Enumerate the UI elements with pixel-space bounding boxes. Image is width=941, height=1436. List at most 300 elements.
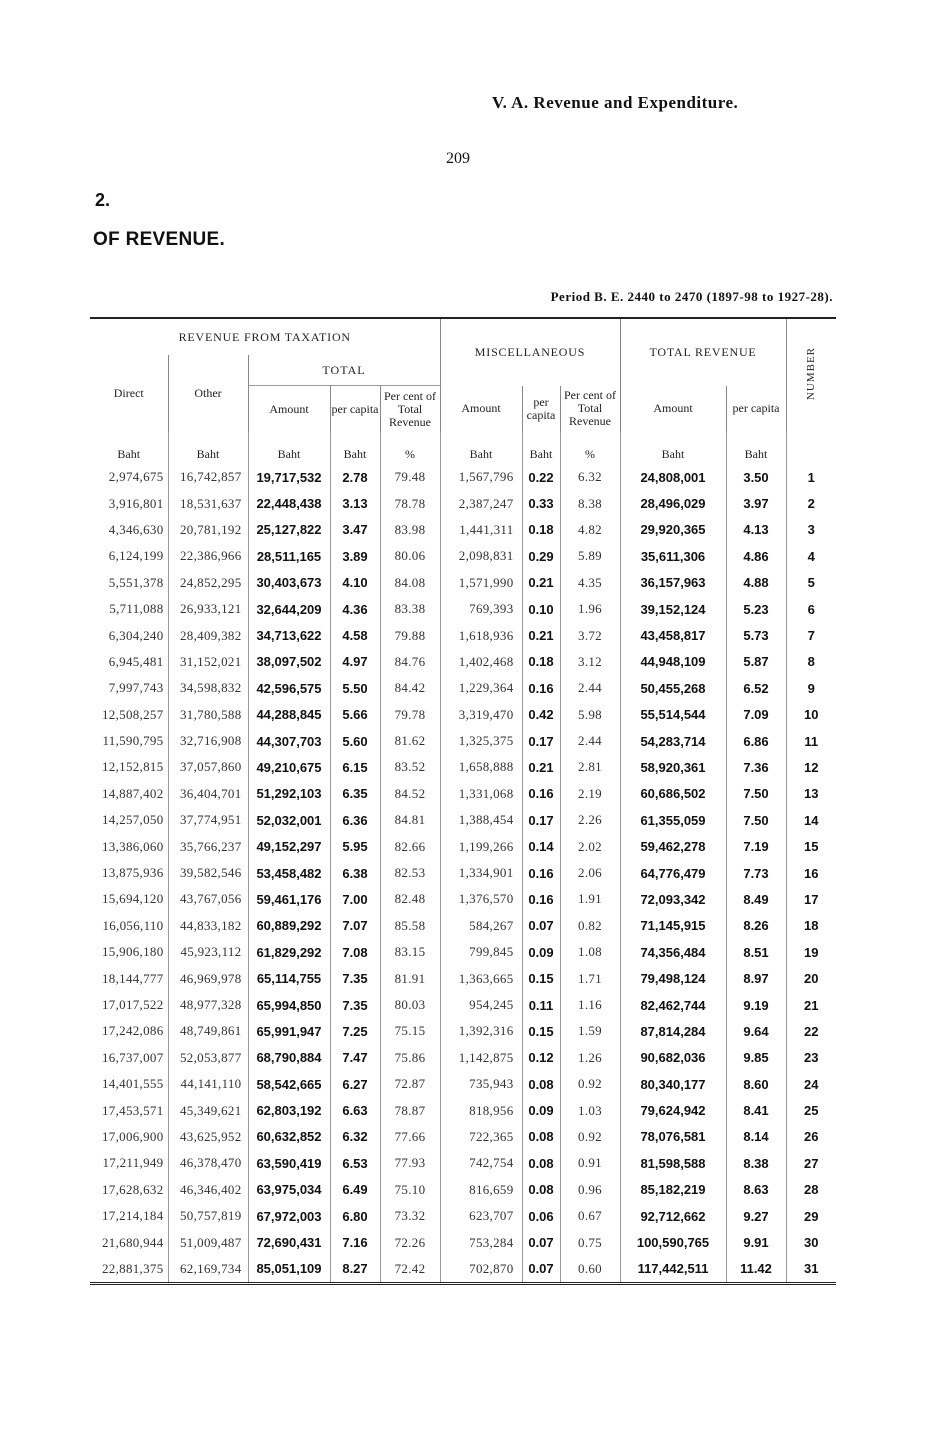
cell-other: 18,531,637 xyxy=(168,490,248,516)
cell-misc-per-capita: 0.08 xyxy=(522,1177,560,1203)
cell-tax-per-cent: 72.26 xyxy=(380,1229,440,1255)
table-row xyxy=(90,939,836,965)
cell-total-amount: 79,624,942 xyxy=(620,1097,726,1123)
cell-tax-per-cent: 78.87 xyxy=(380,1097,440,1123)
cell-tax-per-capita: 4.58 xyxy=(330,622,380,648)
cell-tax-per-cent: 84.81 xyxy=(380,807,440,833)
cell-misc-amount: 1,325,375 xyxy=(440,728,522,754)
cell-direct: 17,006,900 xyxy=(90,1124,168,1150)
cell-misc-amount: 742,754 xyxy=(440,1150,522,1176)
cell-tax-per-capita: 3.89 xyxy=(330,543,380,569)
cell-tax-amount: 22,448,438 xyxy=(248,490,330,516)
cell-misc-per-capita: 0.10 xyxy=(522,596,560,622)
cell-total-amount: 55,514,544 xyxy=(620,702,726,728)
cell-other: 26,933,121 xyxy=(168,596,248,622)
cell-other: 45,923,112 xyxy=(168,939,248,965)
cell-tax-amount: 49,152,297 xyxy=(248,833,330,859)
cell-misc-per-cent: 6.32 xyxy=(560,464,620,490)
cell-direct: 17,211,949 xyxy=(90,1150,168,1176)
cell-total-amount: 59,462,278 xyxy=(620,833,726,859)
cell-direct: 11,590,795 xyxy=(90,728,168,754)
cell-tax-per-cent: 72.87 xyxy=(380,1071,440,1097)
table-row xyxy=(90,807,836,833)
cell-misc-amount: 1,331,068 xyxy=(440,781,522,807)
cell-row-number: 25 xyxy=(804,1103,819,1119)
cell-tax-per-capita: 5.66 xyxy=(330,702,380,728)
cell-tax-per-cent: 84.42 xyxy=(380,675,440,701)
header-taxation: REVENUE FROM TAXATION xyxy=(90,319,440,355)
cell-misc-amount: 799,845 xyxy=(440,939,522,965)
cell-tax-amount: 63,590,419 xyxy=(248,1150,330,1176)
cell-misc-per-cent: 5.89 xyxy=(560,543,620,569)
header-misc-per-cent: Per cent of Total Revenue xyxy=(560,386,620,433)
table-row xyxy=(90,1045,836,1071)
cell-tax-amount: 59,461,176 xyxy=(248,886,330,912)
cell-tax-amount: 38,097,502 xyxy=(248,649,330,675)
cell-tax-amount: 34,713,622 xyxy=(248,622,330,648)
cell-tax-per-capita: 6.63 xyxy=(330,1097,380,1123)
cell-misc-per-cent: 1.26 xyxy=(560,1045,620,1071)
unit-label: Baht xyxy=(168,432,248,464)
cell-total-per-capita: 11.42 xyxy=(726,1256,786,1284)
cell-tax-per-capita: 6.15 xyxy=(330,754,380,780)
cell-row-number: 28 xyxy=(804,1182,819,1198)
cell-misc-per-capita: 0.17 xyxy=(522,728,560,754)
cell-misc-per-cent: 1.08 xyxy=(560,939,620,965)
cell-misc-per-capita: 0.21 xyxy=(522,754,560,780)
cell-tax-per-capita: 8.27 xyxy=(330,1256,380,1284)
cell-misc-per-cent: 4.82 xyxy=(560,517,620,543)
unit-label: Baht xyxy=(726,432,786,464)
cell-other: 44,833,182 xyxy=(168,913,248,939)
cell-total-per-capita: 5.87 xyxy=(726,649,786,675)
table-row xyxy=(90,1150,836,1176)
cell-tax-per-cent: 84.52 xyxy=(380,781,440,807)
cell-misc-per-capita: 0.07 xyxy=(522,1229,560,1255)
table-row xyxy=(90,1018,836,1044)
cell-total-amount: 43,458,817 xyxy=(620,622,726,648)
cell-total-per-capita: 9.27 xyxy=(726,1203,786,1229)
cell-row-number: 12 xyxy=(804,759,819,775)
cell-other: 34,598,832 xyxy=(168,675,248,701)
cell-tax-amount: 72,690,431 xyxy=(248,1229,330,1255)
cell-misc-per-cent: 5.98 xyxy=(560,702,620,728)
cell-tax-per-cent: 81.91 xyxy=(380,965,440,991)
header-total-amount: Amount xyxy=(620,386,726,433)
cell-total-amount: 39,152,124 xyxy=(620,596,726,622)
cell-direct: 14,401,555 xyxy=(90,1071,168,1097)
cell-misc-amount: 1,658,888 xyxy=(440,754,522,780)
cell-other: 16,742,857 xyxy=(168,464,248,490)
cell-misc-per-cent: 1.03 xyxy=(560,1097,620,1123)
cell-total-amount: 85,182,219 xyxy=(620,1177,726,1203)
cell-total-amount: 29,920,365 xyxy=(620,517,726,543)
cell-total-amount: 90,682,036 xyxy=(620,1045,726,1071)
table-row xyxy=(90,622,836,648)
cell-total-per-capita: 4.13 xyxy=(726,517,786,543)
cell-other: 32,716,908 xyxy=(168,728,248,754)
cell-misc-per-capita: 0.07 xyxy=(522,913,560,939)
cell-misc-amount: 1,142,875 xyxy=(440,1045,522,1071)
unit-label: % xyxy=(560,432,620,464)
cell-tax-per-capita: 5.95 xyxy=(330,833,380,859)
cell-misc-amount: 2,098,831 xyxy=(440,543,522,569)
cell-row-number: 16 xyxy=(804,865,819,881)
cell-other: 31,152,021 xyxy=(168,649,248,675)
cell-total-per-capita: 6.52 xyxy=(726,675,786,701)
cell-direct: 22,881,375 xyxy=(90,1256,168,1284)
cell-misc-per-capita: 0.11 xyxy=(522,992,560,1018)
cell-total-amount: 36,157,963 xyxy=(620,570,726,596)
table-row xyxy=(90,517,836,543)
cell-other: 20,781,192 xyxy=(168,517,248,543)
cell-tax-per-capita: 2.78 xyxy=(330,464,380,490)
cell-tax-amount: 58,542,665 xyxy=(248,1071,330,1097)
cell-total-amount: 72,093,342 xyxy=(620,886,726,912)
cell-total-per-capita: 9.64 xyxy=(726,1018,786,1044)
cell-total-per-capita: 4.86 xyxy=(726,543,786,569)
cell-total-per-capita: 7.50 xyxy=(726,807,786,833)
cell-total-amount: 54,283,714 xyxy=(620,728,726,754)
cell-tax-per-cent: 75.10 xyxy=(380,1177,440,1203)
cell-misc-per-capita: 0.33 xyxy=(522,490,560,516)
cell-tax-per-capita: 6.80 xyxy=(330,1203,380,1229)
cell-tax-per-capita: 7.35 xyxy=(330,965,380,991)
cell-other: 51,009,487 xyxy=(168,1229,248,1255)
cell-row-number: 23 xyxy=(804,1050,819,1066)
cell-total-per-capita: 7.09 xyxy=(726,702,786,728)
cell-other: 28,409,382 xyxy=(168,622,248,648)
table-row xyxy=(90,1177,836,1203)
header-direct: Direct xyxy=(90,355,168,432)
cell-tax-per-cent: 72.42 xyxy=(380,1256,440,1284)
cell-misc-per-cent: 3.12 xyxy=(560,649,620,675)
revenue-table xyxy=(90,317,836,1287)
cell-other: 46,378,470 xyxy=(168,1150,248,1176)
cell-misc-amount: 1,334,901 xyxy=(440,860,522,886)
cell-misc-per-capita: 0.16 xyxy=(522,886,560,912)
unit-label: % xyxy=(380,432,440,464)
cell-tax-amount: 60,889,292 xyxy=(248,913,330,939)
cell-misc-amount: 1,567,796 xyxy=(440,464,522,490)
unit-label xyxy=(786,432,836,464)
cell-misc-per-capita: 0.06 xyxy=(522,1203,560,1229)
cell-total-amount: 61,355,059 xyxy=(620,807,726,833)
cell-row-number: 22 xyxy=(804,1023,819,1039)
table-body xyxy=(90,464,836,1284)
cell-tax-amount: 68,790,884 xyxy=(248,1045,330,1071)
cell-tax-per-cent: 75.86 xyxy=(380,1045,440,1071)
cell-row-number: 29 xyxy=(804,1208,819,1224)
cell-total-per-capita: 7.36 xyxy=(726,754,786,780)
unit-label: Baht xyxy=(522,432,560,464)
cell-tax-amount: 85,051,109 xyxy=(248,1256,330,1284)
cell-misc-per-cent: 0.92 xyxy=(560,1071,620,1097)
cell-misc-per-cent: 2.19 xyxy=(560,781,620,807)
table-row xyxy=(90,754,836,780)
cell-direct: 14,257,050 xyxy=(90,807,168,833)
table-row xyxy=(90,464,836,490)
cell-misc-per-capita: 0.16 xyxy=(522,781,560,807)
cell-misc-amount: 1,441,311 xyxy=(440,517,522,543)
cell-other: 39,582,546 xyxy=(168,860,248,886)
cell-tax-amount: 61,829,292 xyxy=(248,939,330,965)
cell-total-per-capita: 3.50 xyxy=(726,464,786,490)
cell-tax-per-cent: 75.15 xyxy=(380,1018,440,1044)
header-tax-amount: Amount xyxy=(248,386,330,433)
cell-tax-per-capita: 4.97 xyxy=(330,649,380,675)
cell-row-number: 4 xyxy=(807,548,815,564)
cell-misc-per-cent: 1.16 xyxy=(560,992,620,1018)
cell-tax-amount: 19,717,532 xyxy=(248,464,330,490)
cell-row-number: 2 xyxy=(807,496,815,512)
cell-misc-amount: 1,392,316 xyxy=(440,1018,522,1044)
unit-label: Baht xyxy=(620,432,726,464)
cell-tax-per-cent: 83.15 xyxy=(380,939,440,965)
cell-other: 50,757,819 xyxy=(168,1203,248,1229)
cell-misc-per-capita: 0.29 xyxy=(522,543,560,569)
cell-misc-per-capita: 0.14 xyxy=(522,833,560,859)
cell-other: 22,386,966 xyxy=(168,543,248,569)
cell-misc-per-capita: 0.09 xyxy=(522,939,560,965)
cell-tax-per-cent: 79.78 xyxy=(380,702,440,728)
cell-misc-amount: 3,319,470 xyxy=(440,702,522,728)
cell-row-number: 6 xyxy=(807,601,815,617)
cell-misc-per-cent: 2.26 xyxy=(560,807,620,833)
cell-tax-per-capita: 4.36 xyxy=(330,596,380,622)
header-number-label: NUMBER xyxy=(804,347,817,401)
cell-misc-amount: 818,956 xyxy=(440,1097,522,1123)
cell-misc-per-capita: 0.08 xyxy=(522,1150,560,1176)
cell-tax-amount: 53,458,482 xyxy=(248,860,330,886)
cell-row-number: 26 xyxy=(804,1129,819,1145)
cell-direct: 15,906,180 xyxy=(90,939,168,965)
cell-direct: 6,124,199 xyxy=(90,543,168,569)
cell-misc-per-cent: 0.96 xyxy=(560,1177,620,1203)
header-total: TOTAL xyxy=(248,355,440,386)
cell-misc-per-cent: 2.81 xyxy=(560,754,620,780)
cell-tax-amount: 30,403,673 xyxy=(248,570,330,596)
cell-tax-per-capita: 6.35 xyxy=(330,781,380,807)
cell-row-number: 5 xyxy=(807,575,815,591)
cell-tax-per-capita: 7.00 xyxy=(330,886,380,912)
cell-total-amount: 44,948,109 xyxy=(620,649,726,675)
cell-other: 45,349,621 xyxy=(168,1097,248,1123)
cell-misc-amount: 2,387,247 xyxy=(440,490,522,516)
cell-total-per-capita: 9.91 xyxy=(726,1229,786,1255)
cell-misc-amount: 623,707 xyxy=(440,1203,522,1229)
table-row xyxy=(90,965,836,991)
cell-tax-per-capita: 3.47 xyxy=(330,517,380,543)
cell-row-number: 21 xyxy=(804,997,819,1013)
cell-misc-amount: 1,402,468 xyxy=(440,649,522,675)
table-row xyxy=(90,1071,836,1097)
cell-tax-per-capita: 6.36 xyxy=(330,807,380,833)
cell-tax-amount: 62,803,192 xyxy=(248,1097,330,1123)
cell-total-per-capita: 9.85 xyxy=(726,1045,786,1071)
cell-total-per-capita: 8.60 xyxy=(726,1071,786,1097)
cell-other: 46,969,978 xyxy=(168,965,248,991)
cell-total-amount: 92,712,662 xyxy=(620,1203,726,1229)
cell-misc-per-cent: 4.35 xyxy=(560,570,620,596)
cell-row-number: 9 xyxy=(807,680,815,696)
cell-tax-per-capita: 7.08 xyxy=(330,939,380,965)
cell-row-number: 18 xyxy=(804,918,819,934)
cell-misc-amount: 1,571,990 xyxy=(440,570,522,596)
cell-total-amount: 28,496,029 xyxy=(620,490,726,516)
cell-tax-per-capita: 6.53 xyxy=(330,1150,380,1176)
header-total-revenue: TOTAL REVENUE xyxy=(620,319,786,386)
cell-misc-per-cent: 2.02 xyxy=(560,833,620,859)
cell-misc-per-capita: 0.08 xyxy=(522,1071,560,1097)
cell-total-amount: 81,598,588 xyxy=(620,1150,726,1176)
cell-row-number: 31 xyxy=(804,1261,819,1277)
cell-tax-per-capita: 7.07 xyxy=(330,913,380,939)
cell-tax-per-cent: 84.76 xyxy=(380,649,440,675)
cell-row-number: 24 xyxy=(804,1076,819,1092)
cell-direct: 17,017,522 xyxy=(90,992,168,1018)
cell-direct: 21,680,944 xyxy=(90,1229,168,1255)
header-miscellaneous: MISCELLANEOUS xyxy=(440,319,620,386)
cell-row-number: 13 xyxy=(804,786,819,802)
cell-tax-per-capita: 7.35 xyxy=(330,992,380,1018)
cell-total-amount: 82,462,744 xyxy=(620,992,726,1018)
cell-total-amount: 87,814,284 xyxy=(620,1018,726,1044)
cell-tax-per-capita: 6.38 xyxy=(330,860,380,886)
cell-total-amount: 50,455,268 xyxy=(620,675,726,701)
cell-misc-amount: 769,393 xyxy=(440,596,522,622)
cell-direct: 17,242,086 xyxy=(90,1018,168,1044)
cell-other: 35,766,237 xyxy=(168,833,248,859)
table-row xyxy=(90,649,836,675)
cell-misc-amount: 722,365 xyxy=(440,1124,522,1150)
header-number xyxy=(786,319,836,432)
period-caption: Period B. E. 2440 to 2470 (1897-98 to 1927-28). xyxy=(550,289,833,304)
cell-total-amount: 78,076,581 xyxy=(620,1124,726,1150)
table-row xyxy=(90,781,836,807)
cell-total-per-capita: 8.38 xyxy=(726,1150,786,1176)
cell-total-amount: 74,356,484 xyxy=(620,939,726,965)
cell-total-per-capita: 6.86 xyxy=(726,728,786,754)
cell-row-number: 19 xyxy=(804,944,819,960)
header-tax-per-cent: Per cent of Total Revenue xyxy=(380,386,440,433)
cell-row-number: 1 xyxy=(807,469,815,485)
unit-label: Baht xyxy=(90,432,168,464)
cell-direct: 6,945,481 xyxy=(90,649,168,675)
cell-tax-amount: 67,972,003 xyxy=(248,1203,330,1229)
page-header-title: V. A. Revenue and Expenditure. xyxy=(492,93,739,112)
cell-other: 36,404,701 xyxy=(168,781,248,807)
table-row xyxy=(90,992,836,1018)
cell-misc-amount: 954,245 xyxy=(440,992,522,1018)
cell-total-per-capita: 5.23 xyxy=(726,596,786,622)
cell-row-number: 10 xyxy=(804,707,819,723)
cell-direct: 2,974,675 xyxy=(90,464,168,490)
cell-tax-per-capita: 3.13 xyxy=(330,490,380,516)
cell-direct: 12,152,815 xyxy=(90,754,168,780)
cell-row-number: 7 xyxy=(807,628,815,644)
cell-tax-amount: 44,288,845 xyxy=(248,702,330,728)
cell-tax-per-cent: 84.08 xyxy=(380,570,440,596)
cell-tax-per-cent: 83.98 xyxy=(380,517,440,543)
cell-tax-per-capita: 5.60 xyxy=(330,728,380,754)
cell-row-number: 14 xyxy=(804,812,819,828)
table-row xyxy=(90,886,836,912)
cell-other: 62,169,734 xyxy=(168,1256,248,1284)
cell-direct: 15,694,120 xyxy=(90,886,168,912)
cell-total-amount: 117,442,511 xyxy=(620,1256,726,1284)
cell-tax-per-capita: 4.10 xyxy=(330,570,380,596)
cell-direct: 5,711,088 xyxy=(90,596,168,622)
cell-total-amount: 35,611,306 xyxy=(620,543,726,569)
cell-misc-per-capita: 0.18 xyxy=(522,517,560,543)
table-row xyxy=(90,543,836,569)
cell-misc-per-capita: 0.08 xyxy=(522,1124,560,1150)
cell-other: 46,346,402 xyxy=(168,1177,248,1203)
cell-misc-per-cent: 3.72 xyxy=(560,622,620,648)
table-row xyxy=(90,1229,836,1255)
cell-total-amount: 58,920,361 xyxy=(620,754,726,780)
cell-tax-amount: 32,644,209 xyxy=(248,596,330,622)
cell-misc-amount: 1,229,364 xyxy=(440,675,522,701)
cell-misc-per-capita: 0.42 xyxy=(522,702,560,728)
table-row xyxy=(90,570,836,596)
cell-misc-amount: 1,388,454 xyxy=(440,807,522,833)
cell-tax-amount: 52,032,001 xyxy=(248,807,330,833)
cell-direct: 7,997,743 xyxy=(90,675,168,701)
cell-tax-per-cent: 82.66 xyxy=(380,833,440,859)
cell-tax-amount: 42,596,575 xyxy=(248,675,330,701)
table-row xyxy=(90,675,836,701)
cell-tax-amount: 51,292,103 xyxy=(248,781,330,807)
cell-tax-amount: 65,991,947 xyxy=(248,1018,330,1044)
unit-label: Baht xyxy=(330,432,380,464)
cell-row-number: 3 xyxy=(807,522,815,538)
cell-other: 44,141,110 xyxy=(168,1071,248,1097)
cell-misc-amount: 816,659 xyxy=(440,1177,522,1203)
section-title: OF REVENUE. xyxy=(93,229,226,250)
cell-misc-amount: 1,376,570 xyxy=(440,886,522,912)
cell-tax-amount: 25,127,822 xyxy=(248,517,330,543)
cell-tax-per-capita: 7.16 xyxy=(330,1229,380,1255)
cell-total-per-capita: 8.51 xyxy=(726,939,786,965)
cell-tax-amount: 65,114,755 xyxy=(248,965,330,991)
table-row xyxy=(90,860,836,886)
cell-tax-amount: 63,975,034 xyxy=(248,1177,330,1203)
cell-misc-per-cent: 1.59 xyxy=(560,1018,620,1044)
cell-misc-amount: 735,943 xyxy=(440,1071,522,1097)
cell-total-per-capita: 8.41 xyxy=(726,1097,786,1123)
cell-total-amount: 100,590,765 xyxy=(620,1229,726,1255)
cell-tax-per-cent: 85.58 xyxy=(380,913,440,939)
cell-tax-amount: 65,994,850 xyxy=(248,992,330,1018)
cell-misc-per-capita: 0.07 xyxy=(522,1256,560,1284)
table-row xyxy=(90,596,836,622)
cell-direct: 16,056,110 xyxy=(90,913,168,939)
table-row xyxy=(90,913,836,939)
cell-total-per-capita: 8.26 xyxy=(726,913,786,939)
cell-total-per-capita: 9.19 xyxy=(726,992,786,1018)
cell-direct: 18,144,777 xyxy=(90,965,168,991)
table-row xyxy=(90,1256,836,1284)
table-row xyxy=(90,728,836,754)
unit-label: Baht xyxy=(440,432,522,464)
cell-direct: 17,214,184 xyxy=(90,1203,168,1229)
page-number: 209 xyxy=(446,150,470,167)
header-tax-per-capita: per capita xyxy=(330,386,380,433)
table-row xyxy=(90,1203,836,1229)
cell-misc-per-cent: 0.67 xyxy=(560,1203,620,1229)
